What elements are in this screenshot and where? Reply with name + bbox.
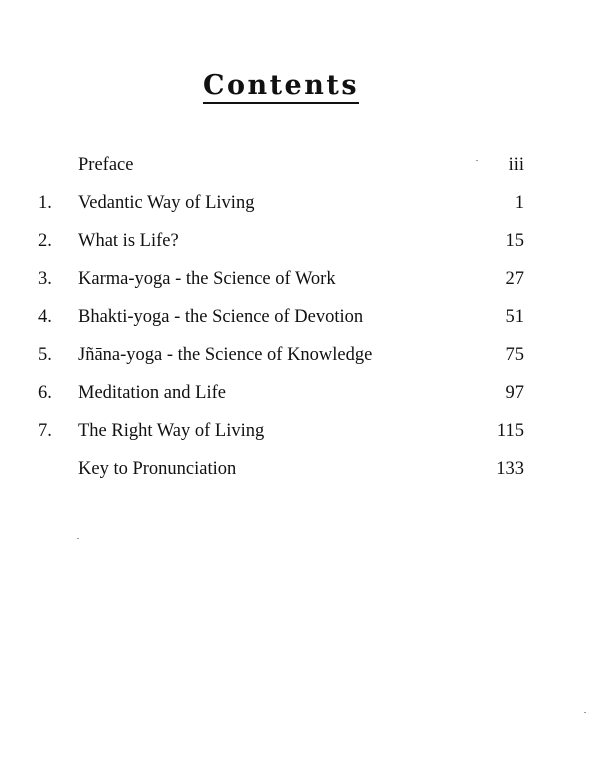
entry-page: 27 [505,269,524,289]
entry-page: 51 [505,307,524,327]
entry-page: 1 [514,193,524,213]
entry-number: 5. [38,345,52,365]
page-title-text: Contents [203,70,359,104]
toc-entry-3 [0,265,600,303]
entry-number: 1. [38,193,52,213]
entry-page: 97 [505,383,524,403]
toc-entry-4 [0,303,600,341]
entry-page: iii [508,155,524,175]
entry-page: 75 [505,345,524,365]
page-title [0,70,562,101]
toc-entry-5 [0,341,600,379]
scan-speck [584,712,586,713]
entry-title: Meditation and Life [78,383,226,403]
scan-speck [476,160,478,161]
toc-entry-6 [0,379,600,417]
entry-page: 115 [496,421,524,441]
entry-title: Preface [78,155,134,175]
entry-page: 15 [505,231,524,251]
entry-title: Vedantic Way of Living [78,193,255,213]
toc-entry-pronunciation [0,455,600,493]
entry-title: Key to Pronunciation [78,459,237,479]
entry-title: Karma-yoga - the Science of Work [78,269,336,289]
entry-number: 7. [38,421,52,441]
toc-entry-7 [0,417,600,455]
entry-title: Jñāna-yoga - the Science of Knowledge [78,345,373,365]
toc-entry-1 [0,189,600,227]
entry-number: 2. [38,231,52,251]
entry-title: Bhakti-yoga - the Science of Devotion [78,307,364,327]
entry-number: 4. [38,307,52,327]
entry-title: The Right Way of Living [78,421,265,441]
entry-page: 133 [496,459,524,479]
table-of-contents [0,151,600,493]
entry-number: 6. [38,383,52,403]
toc-entry-preface [0,151,600,189]
toc-entry-2 [0,227,600,265]
entry-number: 3. [38,269,52,289]
scan-speck [77,538,79,539]
entry-title: What is Life? [78,231,179,251]
